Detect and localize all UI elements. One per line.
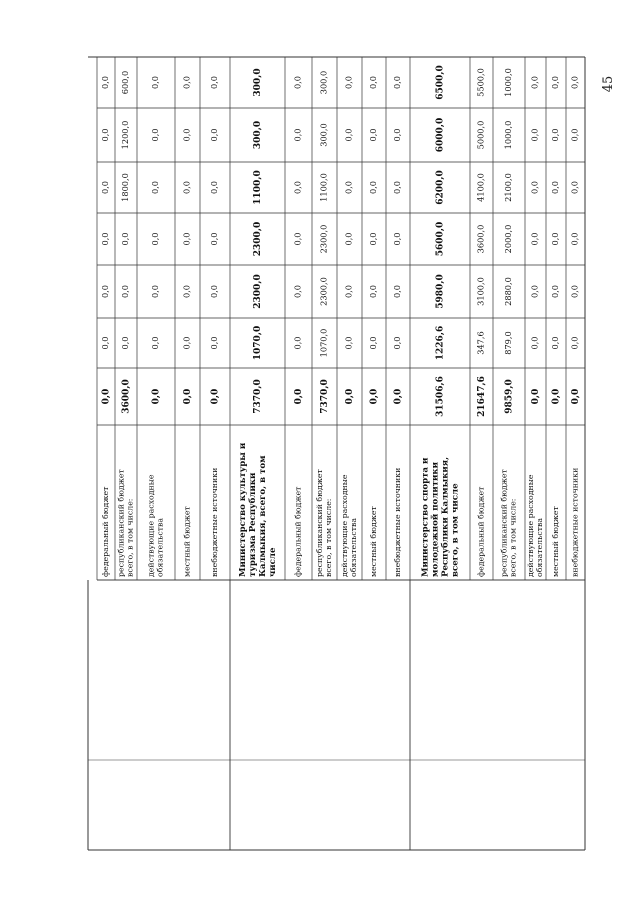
value-cell: 9859,0 — [504, 379, 515, 414]
value-cell: 0,0 — [393, 388, 404, 405]
value-cell: 0,0 — [392, 180, 402, 195]
value-cell: 1000,0 — [503, 120, 513, 150]
value-cell: 1000,0 — [503, 68, 513, 97]
value-cell: 0,0 — [150, 128, 160, 142]
value-cell: 1800,0 — [120, 173, 130, 202]
value-cell: 0,0 — [292, 75, 303, 90]
value-cell: 21647,6 — [477, 376, 487, 417]
value-cell: 31506,6 — [435, 376, 446, 417]
value-cell: 1070,0 — [253, 325, 263, 361]
value-cell: 300,0 — [318, 70, 329, 95]
value-cell: 0,0 — [150, 75, 160, 90]
value-cell: 0,0 — [392, 232, 402, 246]
value-cell: 0,0 — [150, 180, 160, 195]
value-cell: 0,0 — [550, 284, 560, 299]
value-cell: 0,0 — [292, 336, 303, 350]
value-cell: 0,0 — [529, 180, 540, 195]
value-cell: 0,0 — [569, 336, 580, 350]
row-label: действующие расходные — [340, 474, 349, 577]
row-label: федеральный бюджет — [101, 486, 110, 577]
value-cell: 0,0 — [368, 336, 378, 350]
value-cell: 0,0 — [101, 388, 112, 405]
value-cell: 300,0 — [253, 120, 263, 150]
value-cell: 7370,0 — [320, 379, 330, 414]
row-label: действующие расходные — [146, 474, 156, 577]
value-cell: 0,0 — [209, 180, 219, 195]
value-cell: 0,0 — [343, 336, 354, 350]
row-label: молодежной политики — [430, 462, 441, 577]
value-cell: 6200,0 — [435, 170, 446, 205]
value-cell: 2000,0 — [503, 224, 513, 254]
value-cell: 6500,0 — [435, 65, 446, 100]
value-cell: 0,0 — [181, 75, 192, 90]
value-cell: 0,0 — [369, 388, 380, 405]
row-label: местный бюджет — [182, 506, 192, 577]
value-cell: 3100,0 — [475, 277, 486, 306]
value-cell: 0,0 — [551, 388, 562, 405]
value-cell: 5980,0 — [435, 274, 446, 309]
value-cell: 0,0 — [550, 232, 560, 246]
value-cell: 0,0 — [368, 232, 378, 246]
value-cell: 0,0 — [571, 388, 581, 405]
value-cell: 1070,0 — [318, 328, 329, 358]
value-cell: 2300,0 — [253, 221, 263, 257]
row-label: внебюджетные источники — [210, 467, 219, 577]
value-cell: 0,0 — [569, 284, 580, 299]
row-label: республиканский бюджет — [116, 469, 126, 577]
value-cell: 1200,0 — [120, 120, 130, 150]
row-label: туризма Республики — [248, 472, 258, 577]
row-label: Министерство спорта и — [420, 457, 431, 577]
value-cell: 0,0 — [343, 128, 354, 142]
value-cell: 3600,0 — [475, 224, 486, 254]
value-cell: 0,0 — [368, 75, 378, 90]
row-label: местный бюджет — [551, 506, 560, 577]
value-cell: 2880,0 — [503, 277, 513, 306]
page-number: 45 — [600, 75, 616, 93]
value-cell: 300,0 — [318, 123, 329, 147]
value-cell: 7370,0 — [253, 379, 263, 414]
value-cell: 0,0 — [569, 128, 580, 142]
value-cell: 0,0 — [100, 128, 110, 142]
value-cell: 0,0 — [181, 128, 192, 142]
value-cell: 0,0 — [529, 336, 540, 350]
value-cell: 0,0 — [529, 284, 540, 299]
value-cell: 4100,0 — [475, 173, 486, 202]
value-cell: 0,0 — [343, 75, 354, 90]
value-cell: 0,0 — [183, 388, 193, 405]
value-cell: 1100,0 — [318, 173, 329, 202]
value-cell: 0,0 — [181, 284, 192, 299]
value-cell: 0,0 — [550, 75, 560, 90]
value-cell: 0,0 — [100, 180, 110, 195]
value-cell: 0,0 — [209, 75, 219, 90]
row-label: Калмыкия, всего, в том — [258, 455, 268, 577]
value-cell: 0,0 — [150, 336, 160, 350]
value-cell: 0,0 — [294, 388, 304, 405]
value-cell: 0,0 — [100, 336, 110, 350]
value-cell: 2300,0 — [318, 224, 329, 254]
value-cell: 0,0 — [120, 336, 130, 350]
row-label: республиканский бюджет — [499, 469, 509, 577]
value-cell: 0,0 — [120, 284, 130, 299]
value-cell: 0,0 — [569, 75, 580, 90]
value-cell: 0,0 — [368, 128, 378, 142]
row-label: Республики Калмыкия, — [440, 456, 451, 577]
value-cell: 0,0 — [100, 284, 110, 299]
value-cell: 0,0 — [150, 232, 160, 246]
row-label: всего, в том числе — [450, 483, 461, 577]
value-cell: 0,0 — [529, 75, 540, 90]
value-cell: 0,0 — [392, 284, 402, 299]
row-label: всего, в том числе: — [508, 498, 518, 577]
value-cell: 0,0 — [392, 75, 402, 90]
value-cell: 0,0 — [343, 232, 354, 246]
value-cell: 0,0 — [392, 336, 402, 350]
value-cell: 0,0 — [181, 336, 192, 350]
value-cell: 0,0 — [292, 128, 303, 142]
value-cell: 5000,0 — [475, 120, 486, 150]
row-label: республиканский бюджет — [315, 469, 324, 577]
value-cell: 879,0 — [503, 331, 513, 355]
value-cell: 0,0 — [120, 232, 130, 246]
value-cell: 1226,6 — [435, 325, 446, 361]
row-label: всего, в том числе: — [125, 498, 135, 577]
value-cell: 0,0 — [345, 388, 355, 405]
row-label: обязательства — [535, 517, 544, 577]
value-cell: 1100,0 — [253, 170, 263, 205]
row-label: местный бюджет — [369, 506, 378, 577]
value-cell: 0,0 — [531, 388, 541, 405]
row-label: внебюджетные источники — [570, 467, 580, 577]
value-cell: 0,0 — [181, 180, 192, 195]
value-cell: 0,0 — [209, 336, 219, 350]
value-cell: 0,0 — [550, 336, 560, 350]
value-cell: 0,0 — [100, 232, 110, 246]
row-label: Министерство культуры и — [238, 442, 248, 577]
value-cell: 0,0 — [368, 284, 378, 299]
value-cell: 0,0 — [569, 180, 580, 195]
value-cell: 600,0 — [120, 70, 130, 95]
value-cell: 0,0 — [550, 128, 560, 142]
value-cell: 0,0 — [343, 180, 354, 195]
value-cell: 2300,0 — [253, 274, 263, 309]
value-cell: 0,0 — [529, 128, 540, 142]
value-cell: 0,0 — [550, 180, 560, 195]
value-cell: 0,0 — [100, 75, 110, 90]
value-cell: 0,0 — [292, 180, 303, 195]
value-cell: 0,0 — [368, 180, 378, 195]
value-cell: 347,6 — [475, 331, 486, 355]
value-cell: 5600,0 — [435, 221, 446, 257]
row-label: обязательства — [155, 517, 165, 577]
value-cell: 0,0 — [209, 284, 219, 299]
row-label: внебюджетные источники — [393, 467, 402, 577]
value-cell: 0,0 — [210, 388, 221, 405]
value-cell: 0,0 — [151, 388, 162, 405]
row-label: федеральный бюджет — [476, 486, 486, 577]
value-cell: 0,0 — [209, 128, 219, 142]
value-cell: 2100,0 — [503, 173, 513, 202]
row-label: всего, в том числе: — [324, 498, 333, 577]
value-cell: 6000,0 — [435, 117, 446, 153]
row-label: обязательства — [349, 517, 358, 577]
value-cell: 0,0 — [292, 232, 303, 246]
row-label: федеральный бюджет — [293, 486, 303, 577]
value-cell: 0,0 — [181, 232, 192, 246]
value-cell: 0,0 — [569, 232, 580, 246]
value-cell: 0,0 — [209, 232, 219, 246]
value-cell: 0,0 — [292, 284, 303, 299]
value-cell: 3600,0 — [121, 379, 132, 414]
value-cell: 300,0 — [253, 68, 263, 97]
value-cell: 0,0 — [343, 284, 354, 299]
row-label: числе — [268, 547, 278, 577]
value-cell: 0,0 — [529, 232, 540, 246]
value-cell: 0,0 — [392, 128, 402, 142]
value-cell: 5500,0 — [475, 68, 486, 97]
value-cell: 0,0 — [150, 284, 160, 299]
row-label: действующие расходные — [526, 474, 535, 577]
value-cell: 2300,0 — [318, 277, 329, 306]
